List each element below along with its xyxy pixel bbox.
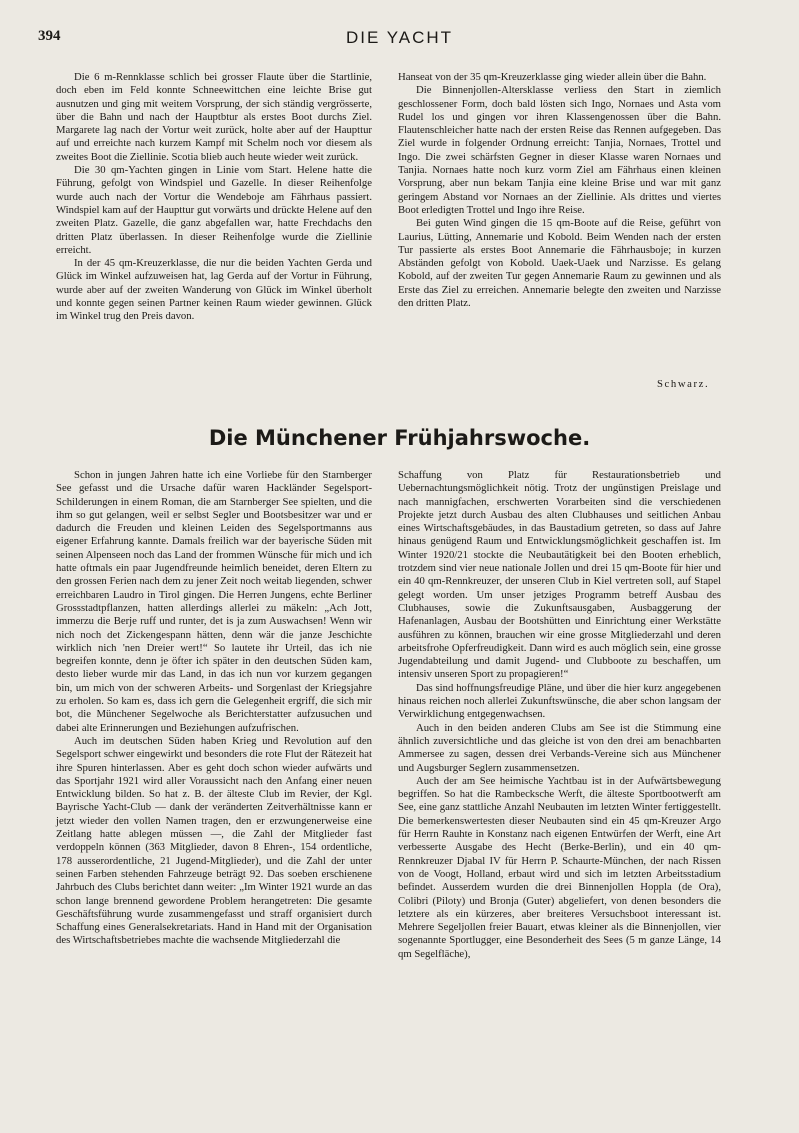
paragraph: Die Binnenjollen-Altersklasse verliess den Start in ziemlich geschlossener Form, doch bald lösten sich Ingo, Nornaes und Asta vom Rudel los und gingen vor ihren Klassengenossen über die Bahn. Flautenschleicher hatte nach der ersten Reise das Rennen aufgegeben. Das Ziel wurde in folgender Ordnung erreicht: Tanjia, Nornaes, Trottel und Ingo. Die zwei schärfsten Gegner in dieser Klasse waren Nornaes und Tanjia. Nornaes hatte noch kurz vorm Ziel am Fährhaus einen kleinen Vorsprung, aber nun bekam Tanjia eine kleine Brise und war mit ganz geringem Abstand vor Nornaes an der Ziellinie. Als drittes und viertes Boot erledigten Trottel und Ingo ihre Reise.: [398, 84, 721, 216]
paragraph: Schon in jungen Jahren hatte ich eine Vorliebe für den Starnberger See gefasst und die Ursache dafür waren Hackländer Segelsport-Schilderungen in einem Roman, die am Starnberger See spielten, und die ihm so gut gelangen, weil er selbst Segler und Bootsbesitzer war und er dadurch die Freuden und kleinen Leiden des Segelsportmanns aus eigener Erfahrung kannte. Damals freilich war der bayerische Süden mit seinen Alpenseen noch das Land der frommen Wünsche für mich und ich hatte oftmals ein paar Jugendfreunde heimlich beneidet, deren Eltern zu den grossen Ferien nach dem zu jener Zeit noch weitab liegenden, schwer erreichbaren Laudro in Tirol gingen. Die Herren Jungens, echte Berliner Grossstadtpflanzen, hatten allerdings allerlei zu mäkeln: „Ach Jott, immerzu die Berje ruff und runter, det is ja zum Auswachsen! Wenn wir nich noch det Zickengespann hätten, denn wär die janze Jeschichte wirklich nich 'nen Dreier wert!“ So lautete ihr Urteil, das ich nie begreifen konnte, denn je öfter ich später in den deutschen Süden kam, desto lieber wurde mir das Land, in das ich nun vor kurzem gegangen bin, um mich von der schweren Arbeits- und Sorgenlast der Kriegsjahre zu erholen. So kam es, dass ich gern die Gelegenheit ergriff, die sich mir bot, die Münchener Segelwoche als Berichterstatter aufzusuchen und dabei alte Erinnerungen und Beziehungen aufzufrischen.: [56, 469, 372, 734]
article-headline: Die Münchener Frühjahrswoche.: [208, 426, 591, 450]
article2-left-column: [56, 469, 372, 948]
paragraph: Auch im deutschen Süden haben Krieg und Revolution auf den Segelsport schwer eingewirkt und besonders die rote Flut der Rätezeit hat ihre Spuren hinterlassen. Aber es geht doch schon wieder aufwärts und das Sportjahr 1921 wird aller Voraussicht nach den Anfang einer neuen Entwicklung bilden. So hat z. B. der älteste Club im Revier, der Kgl. Bayrische Yacht-Club — dank der veränderten Zeitverhältnisse kann er jetzt wieder den vollen Namen tragen, den er erzwungenerweise eine Zeitlang hatte ablegen müssen —, die Zahl der Mitglieder fast verdoppeln können (363 Mitglieder, davon 8 Ehren-, 154 ordentliche, 178 ausserordentliche, 21 Jugend-Mitglieder), und die Zahl der unter seinen Farben stehenden Fahrzeuge beträgt 92. Das soeben erschienene Jahrbuch des Clubs berichtet dann weiter: „Im Winter 1921 wurde an das schon lange brennend gewordene Problem herangetreten: Die gesamte Geschäftsführung wurde zusammengefasst und straff organisiert durch Schaffung eines Generalsekretariats. Hand in Hand mit der Organisation des Wirtschaftsbetriebes machte die wachsende Mitgliederzahl die: [56, 734, 372, 947]
paragraph: Die 30 qm-Yachten gingen in Linie vom Start. Helene hatte die Führung, gefolgt von Windspiel und Gazelle. In dieser Reihenfolge wurde auch nach der Vortur die Wendeboje am Fährhaus passiert. Windspiel kam auf der Haupttur gut vorwärts und drückte Helene auf den zweiten Platz. Gazelle, die ganz abgefallen war, hatte Frechdachs den dritten Platz überlassen. In dieser Reihenfolge wurde die Ziellinie erreicht.: [56, 164, 372, 256]
page-number: 394: [38, 28, 61, 44]
paragraph: Hanseat von der 35 qm-Kreuzerklasse ging wieder allein über die Bahn.: [398, 71, 707, 83]
paragraph: Auch der am See heimische Yachtbau ist in der Aufwärtsbewegung begriffen. So hat die Rambecksche Werft, die älteste Sportbootwerft am See, eine ganz stattliche Anzahl Neubauten im letzten Winter fertiggestellt. Die bemerkenswertesten dieser Neubauten sind ein 45 qm-Kreuzer Argo für Herrn Rauhte in Konstanz nach eigenen Entwürfen der Werft, eine Art verbesserte Ausgabe des Hecht (Berke-Berlin), und ein 40 qm-Rennkreuzer Djabal IV für Herrn P. Schaurte-München, der nach Rissen von de Voogt, Holland, erbaut wird und sich im letzten Arbeitsstadium befindet. Ausserdem wurden die drei Binnenjollen Hoppla (de Ora), Colibri (Piloty) und Bronja (Guter) abgeliefert, von denen besonders die letztere als ein kürzeres, aber breiteres Versuchsboot interessant ist. Mehrere Segeljollen freier Bauart, etwas kleiner als die Binnenjollen, vier sogenannte Sportlugger, eine Besonderheit des Sees (5 m ganze Länge, 14 qm Segelfläche),: [398, 774, 721, 960]
article1-right-column: [398, 71, 721, 310]
paragraph: Bei guten Wind gingen die 15 qm-Boote auf die Reise, geführt von Laurius, Lütting, Annemarie und Kobold. Beim Wenden nach der ersten Tur passierte als erstes Boot Annemarie die Fährhausboje; in kurzen Abständen gefolgt von Kobold. Uaek-Uaek und Narzisse. Es gelang Kobold, auf der zweiten Tur gegen Annemarie Raum zu gewinnen und als Erste das Ziel zu erreichen. Annemarie belegte den zweiten und Narzisse den dritten Platz.: [398, 217, 721, 310]
running-title: DIE YACHT: [345, 28, 454, 47]
author-signature: Schwarz.: [657, 378, 710, 390]
paragraph: Auch in den beiden anderen Clubs am See ist die Stimmung eine ähnlich zuversichtliche und das gleiche ist von den drei am benachbarten Ammersee zu sagen, dessen drei Verbands-Vereine sich aus Münchener und Augsburger Seglern zusammensetzen.: [398, 721, 721, 774]
article2-right-column: [398, 469, 721, 961]
article1-left-column: [56, 71, 372, 324]
paragraph: Schaffung von Platz für Restaurationsbetrieb und Uebernachtungsmöglichkeit nötig. Trotz der ungünstigen Preislage und nach mannigfachen, erschwerten Vorarbeiten sind die verschiedenen Projekte jetzt durch Ausbau des alten Clubhauses und seitlichen Anbau eines Wirtschaftsgebäudes, in das Baustadium getreten, so dass auf Jahre hinaus genügend Raum und Entwicklungsmöglichkeit geschaffen ist. Im Winter 1920/21 stockte die Neubautätigkeit bei den Booten erheblich, trotzdem sind vier neue nationale Jollen und drei 15 qm-Boote für hier und ein 40 qm-Rennkreuzer, der unseren Club in Kiel vertreten soll, auf Stapel gelegt worden. Um unser jetziges Programm betreff Ausbau des Clubhauses, sowie die Zukunftsausgaben, Ausbaggerung der Hafenanlagen, Ausbau der Bootshütten und Einrichtung einer Werkstätte ausführen zu können, brauchen wir eine grosse Mitgliederzahl und deren arbeitsfrohe Opferfreudigkeit. Dann wird es auch möglich sein, eine grosse Jugendabteilung und damit Jugend- und Clubboote zu beschaffen, um intensiv unseren Sport zu propagieren!“: [398, 469, 721, 681]
paragraph: In der 45 qm-Kreuzerklasse, die nur die beiden Yachten Gerda und Glück im Winkel aufzuweisen hat, lag Gerda auf der Vortur in Führung, wurde aber auf der zweiten Wanderung von Glück im Winkel überholt und konnte gegen seinen Partner keinen Raum wieder gewinnen. Glück im Winkel trug den Preis davon.: [56, 257, 372, 323]
paragraph: Das sind hoffnungsfreudige Pläne, und über die hier kurz angegebenen hinaus reichen noch allerlei Zukunftswünsche, die aber schon langsam der Verwirklichung entgegenwachsen.: [398, 681, 721, 721]
paragraph: Die 6 m-Rennklasse schlich bei grosser Flaute über die Startlinie, doch eben im Feld konnte Schneewittchen eine leichte Brise gut ausnutzen und ging mit weitem Vorsprung, der sich ständig vergrösserte, über die Bahn und nach der Hauptbtur als erstes Boot durchs Ziel. Margarete lag nach der Vortur weit zurück, holte aber auf der Haupttur auf und erreichte nach kurzem Kampf mit Schelm noch vor diesem als zweites Boot die Ziellinie. Scotia blieb auch heute wieder weit zurück.: [56, 71, 372, 163]
